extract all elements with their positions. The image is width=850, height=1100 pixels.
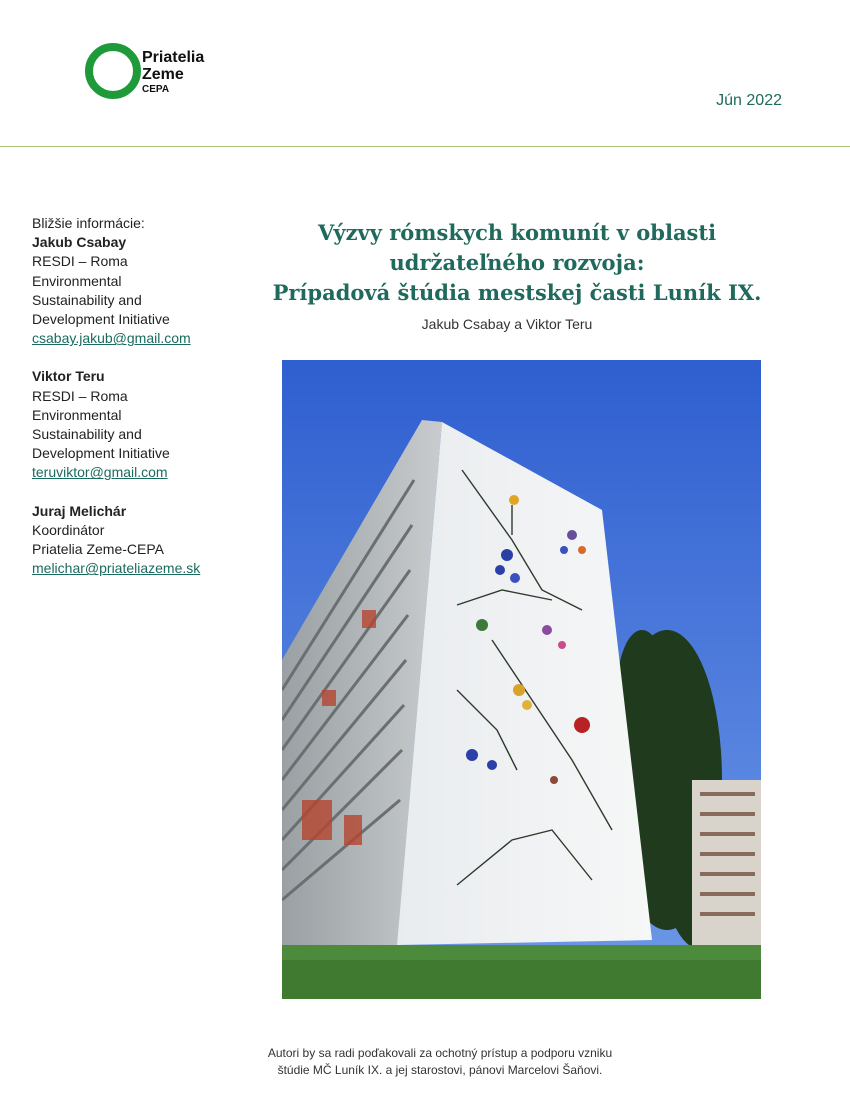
contact-line: RESDI – Roma — [32, 387, 128, 404]
contact-name: Viktor Teru — [32, 368, 105, 385]
header-divider — [0, 146, 850, 147]
contact-line: Development Initiative — [32, 311, 170, 328]
logo-line-3: CEPA — [142, 84, 170, 95]
contact-email-link[interactable]: csabay.jakub@gmail.com — [32, 330, 191, 347]
logo-text — [142, 49, 204, 97]
sidebar-heading: Bližšie informácie: — [32, 215, 145, 231]
title-line-2: udržateľného rozvoja: — [389, 250, 645, 275]
contact-sidebar — [32, 214, 232, 597]
authors: Jakub Csabay a Viktor Teru — [421, 316, 593, 332]
contact-block — [32, 233, 232, 348]
contact-line: Environmental — [32, 272, 122, 289]
title-line-1: Výzvy rómskych komunít v oblasti — [317, 220, 717, 245]
contact-line: Environmental — [32, 406, 122, 423]
contact-block — [32, 367, 232, 482]
acknowledgement — [225, 1045, 655, 1079]
logo — [85, 43, 225, 103]
logo-line-1: Priatelia — [142, 49, 205, 66]
publication-date: Jún 2022 — [716, 92, 782, 109]
contact-email-link[interactable]: melichar@priateliazeme.sk — [32, 560, 201, 577]
logo-line-2: Zeme — [142, 66, 184, 83]
contact-line: Development Initiative — [32, 445, 170, 462]
contact-line: Sustainability and — [32, 426, 142, 443]
cover-photo — [282, 360, 761, 999]
acknowledgement-line: štúdie MČ Luník IX. a jej starostovi, pánovi Marcelovi Šaňovi. — [277, 1063, 603, 1077]
document-title — [262, 218, 772, 308]
contact-line: RESDI – Roma — [32, 253, 128, 270]
contact-line: Sustainability and — [32, 291, 142, 308]
contact-line: Koordinátor — [32, 521, 105, 538]
contact-block — [32, 502, 232, 579]
logo-ring-icon — [85, 43, 141, 99]
title-line-3: Prípadová štúdia mestskej časti Luník IX. — [272, 280, 762, 305]
contact-name: Jakub Csabay — [32, 234, 127, 251]
contact-email-link[interactable]: teruviktor@gmail.com — [32, 464, 168, 481]
contact-name: Juraj Melichár — [32, 502, 127, 519]
acknowledgement-line: Autori by sa radi poďakovali za ochotný prístup a podporu vzniku — [267, 1046, 613, 1060]
contact-line: Priatelia Zeme-CEPA — [32, 541, 165, 558]
